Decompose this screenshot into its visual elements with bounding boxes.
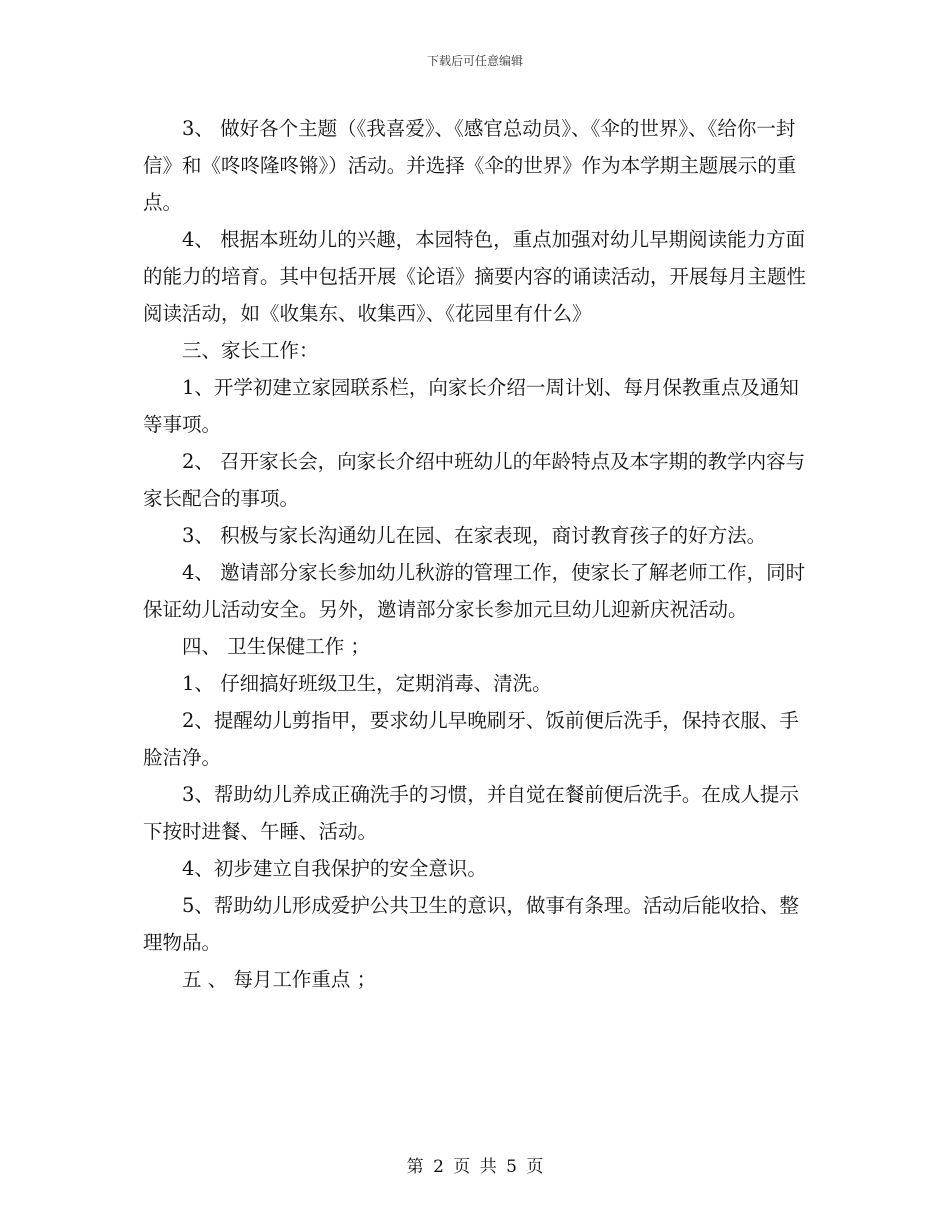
paragraph: 3、 积极与家长沟通幼儿在园、在家表现，商讨教育孩子的好方法。: [182, 524, 767, 547]
section-heading-parents: 三、家长工作：: [182, 339, 319, 362]
paragraph: 4、 根据本班幼儿的兴趣，本园特色，重点加强对幼儿早期阅读能力方面的能力的培育。其中包括开展《论语》摘要内容的诵读活动，开展每月主题性阅读活动，如《收集东、收集西》、《花园里有什么》: [143, 228, 807, 325]
section-heading-health: 四、 卫生保健工作 ；: [182, 635, 370, 658]
paragraph: 1、 仔细搞好班级卫生，定期消毒、清洗。: [182, 672, 552, 695]
page-number: 第 2 页 共 5 页: [406, 1157, 544, 1177]
section-heading-monthly: 五 、 每月工作重点 ；: [182, 968, 377, 991]
paragraph: 3、 做好各个主题（《我喜爱》、《感官总动员》、《伞的世界》、《给你一封信》和《咚咚隆咚锵》）活动。并选择《伞的世界》作为本学期主题展示的重点。: [143, 117, 797, 214]
paragraph: 1、开学初建立家园联系栏，向家长介绍一周计划、每月保教重点及通知等事项。: [143, 376, 799, 436]
paragraph: 2、提醒幼儿剪指甲，要求幼儿早晚刷牙、饭前便后洗手，保持衣服、手脸洁净。: [143, 709, 799, 769]
document-body: [143, 110, 813, 998]
paragraph: 4、初步建立自我保护的安全意识。: [182, 857, 487, 880]
paragraph: 2、 召开家长会，向家长介绍中班幼儿的年龄特点及本字期的教学内容与家长配合的事项。: [143, 450, 806, 510]
paragraph: 4、 邀请部分家长参加幼儿秋游的管理工作，使家长了解老师工作，同时保证幼儿活动安全。另外，邀请部分家长参加元旦幼儿迎新庆祝活动。: [143, 561, 806, 621]
paragraph: 5、帮助幼儿形成爱护公共卫生的意识，做事有条理。活动后能收拾、整理物品。: [143, 894, 799, 954]
paragraph: 3、帮助幼儿养成正确洗手的习惯，并自觉在餐前便后洗手。在成人提示下按时进餐、午睡、活动。: [143, 783, 799, 843]
page-header-note: 下载后可任意编辑: [426, 54, 523, 68]
